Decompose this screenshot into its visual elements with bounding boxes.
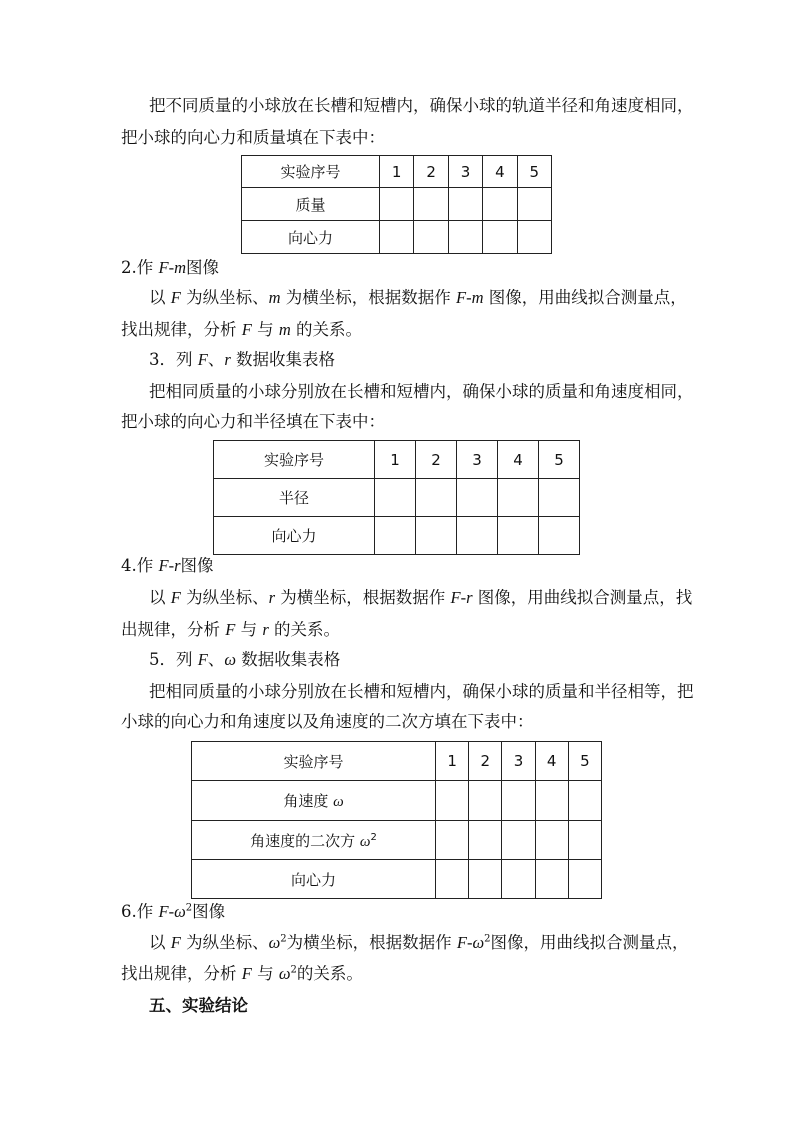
table-radius [213,440,580,555]
table-header-cell: 4 [483,156,517,188]
table-header-cell: 实验序号 [214,441,375,479]
text: 与 [235,620,263,639]
empty-cell [502,821,535,860]
table-header-cell: 1 [375,441,416,479]
empty-cell [414,188,448,221]
step3-heading [149,350,335,370]
step2-prefix: 2.作 [121,258,159,277]
table-row [192,781,602,821]
text: 5．列 [149,650,198,669]
para3-line2: 把小球的向心力和半径填在下表中： [121,412,385,431]
table-header-cell: 实验序号 [192,742,436,781]
superscript: 2 [484,933,491,945]
step6-heading [121,902,225,922]
para6-line1 [149,933,688,953]
text: 找出规律，分析 [121,320,242,339]
empty-cell [416,479,457,517]
text: 角速度的二次方 [250,831,360,850]
empty-cell [375,479,416,517]
empty-cell [568,821,601,860]
table-row [192,860,602,899]
table-row [214,479,580,517]
symbol-F: F [197,350,208,369]
empty-cell [502,781,535,821]
text: 与 [251,320,279,339]
empty-cell [517,221,551,254]
superscript: 2 [290,964,297,976]
empty-cell [469,860,502,899]
empty-cell [457,517,498,555]
formula-F-omega: F-ω [456,933,485,952]
empty-cell [469,821,502,860]
para5-line2: 小球的向心力和角速度以及角速度的二次方填在下表中： [121,712,534,731]
table-angular-velocity [191,741,602,899]
para4-line1 [149,588,692,608]
para5-line1: 把相同质量的小球分别放在长槽和短槽内，确保小球的质量和半径相等，把 [149,682,694,701]
para4-line2 [121,620,340,640]
para2-line2 [121,320,362,340]
text: 为纵坐标、 [180,933,269,952]
step2-suffix: 图像 [186,258,219,277]
text: 为横坐标，根据数据作 [275,588,451,607]
symbol-m: m [268,288,281,307]
step4-prefix: 4.作 [121,556,159,575]
superscript: 2 [370,831,377,843]
row-label: 向心力 [242,221,380,254]
symbol-F: F [170,588,181,607]
table-row [242,221,552,254]
text: 为纵坐标、 [180,288,269,307]
step4-suffix: 图像 [180,556,214,575]
row-label: 向心力 [214,517,375,555]
text: 找出规律，分析 [121,964,242,983]
table-header-cell: 5 [539,441,580,479]
symbol-omega: ω [224,650,236,669]
empty-cell [448,221,482,254]
row-label: 向心力 [192,860,436,899]
superscript: 2 [280,933,287,945]
empty-cell [568,860,601,899]
table-header-cell: 1 [436,742,469,781]
table-header-row [242,156,552,188]
row-label: 半径 [214,479,375,517]
empty-cell [539,517,580,555]
empty-cell [375,517,416,555]
text: 数据收集表格 [230,350,336,369]
table-header-cell: 3 [457,441,498,479]
symbol-F: F [197,650,208,669]
table-header-cell: 5 [568,742,601,781]
empty-cell [436,821,469,860]
text: 为纵坐标、 [180,588,269,607]
table-header-cell: 实验序号 [242,156,380,188]
text: 3．列 [149,350,198,369]
symbol-omega: ω [268,933,281,952]
step4-heading [121,556,214,576]
symbol-m: m [278,320,291,339]
formula-F-m: F-m [456,288,484,307]
section-title-conclusion: 五、实验结论 [149,996,248,1015]
empty-cell [380,188,414,221]
text: 为横坐标，根据数据作 [286,933,457,952]
text: 数据收集表格 [236,650,341,669]
text: 与 [251,964,279,983]
symbol-omega: ω [359,833,371,850]
text: 、 [207,650,225,669]
table-row [192,821,602,860]
table-header-cell: 3 [448,156,482,188]
symbol-r: r [262,620,269,639]
text: 以 [149,933,171,952]
symbol-r: r [268,588,276,607]
step6-suffix: 图像 [192,902,226,921]
text: 图像，用曲线拟合测量点， [490,933,689,952]
row-label [192,781,436,821]
symbol-F: F [241,964,252,983]
para2-line1 [149,288,687,308]
empty-cell [414,221,448,254]
table-header-cell: 3 [502,742,535,781]
empty-cell [535,860,568,899]
formula-F-r: F-r [450,588,473,607]
table-header-cell: 4 [535,742,568,781]
table-row [242,188,552,221]
text: 为横坐标，根据数据作 [280,288,457,307]
empty-cell [568,781,601,821]
table-header-row [192,742,602,781]
table-header-cell: 1 [380,156,414,188]
symbol-F: F [241,320,252,339]
empty-cell [535,821,568,860]
text: 的关系。 [290,320,363,339]
step6-formula: F-ω [158,902,186,921]
empty-cell [498,517,539,555]
symbol-F: F [225,620,236,639]
empty-cell [436,781,469,821]
empty-cell [498,479,539,517]
para6-line2 [121,964,363,984]
table-header-cell: 5 [517,156,551,188]
empty-cell [483,188,517,221]
text: 角速度 [283,792,334,810]
table-header-cell: 2 [416,441,457,479]
row-label [192,821,436,860]
empty-cell [448,188,482,221]
text: 、 [207,350,225,369]
para1-line1: 把不同质量的小球放在长槽和短槽内，确保小球的轨道半径和角速度相同， [149,96,694,115]
para1-line2: 把小球的向心力和质量填在下表中： [121,128,385,147]
row-label: 质量 [242,188,380,221]
empty-cell [416,517,457,555]
empty-cell [483,221,517,254]
text: 的关系。 [296,964,363,983]
symbol-r: r [224,350,231,369]
step2-formula: F-m [158,258,186,277]
para3-line1: 把相同质量的小球分别放在长槽和短槽内，确保小球的质量和角速度相同， [149,382,694,401]
step6-prefix: 6.作 [121,902,159,921]
table-header-cell: 4 [498,441,539,479]
empty-cell [436,860,469,899]
table-row [214,517,580,555]
symbol-omega: ω [333,794,344,810]
empty-cell [469,781,502,821]
table-header-cell: 2 [414,156,448,188]
text: 以 [149,588,171,607]
text: 以 [149,288,171,307]
step4-formula: F-r [158,556,181,575]
empty-cell [502,860,535,899]
step5-heading [149,650,340,670]
text: 图像，用曲线拟合测量点， [483,288,687,307]
step2-heading [121,258,219,278]
text: 出规律，分析 [121,620,226,639]
table-header-cell: 2 [469,742,502,781]
table-mass [241,155,552,254]
table-header-row [214,441,580,479]
text: 图像，用曲线拟合测量点，找 [472,588,693,607]
empty-cell [539,479,580,517]
symbol-F: F [170,288,181,307]
empty-cell [380,221,414,254]
empty-cell [457,479,498,517]
empty-cell [535,781,568,821]
text: 的关系。 [268,620,341,639]
symbol-F: F [170,933,181,952]
symbol-omega: ω [278,964,291,983]
superscript: 2 [185,902,193,914]
empty-cell [517,188,551,221]
